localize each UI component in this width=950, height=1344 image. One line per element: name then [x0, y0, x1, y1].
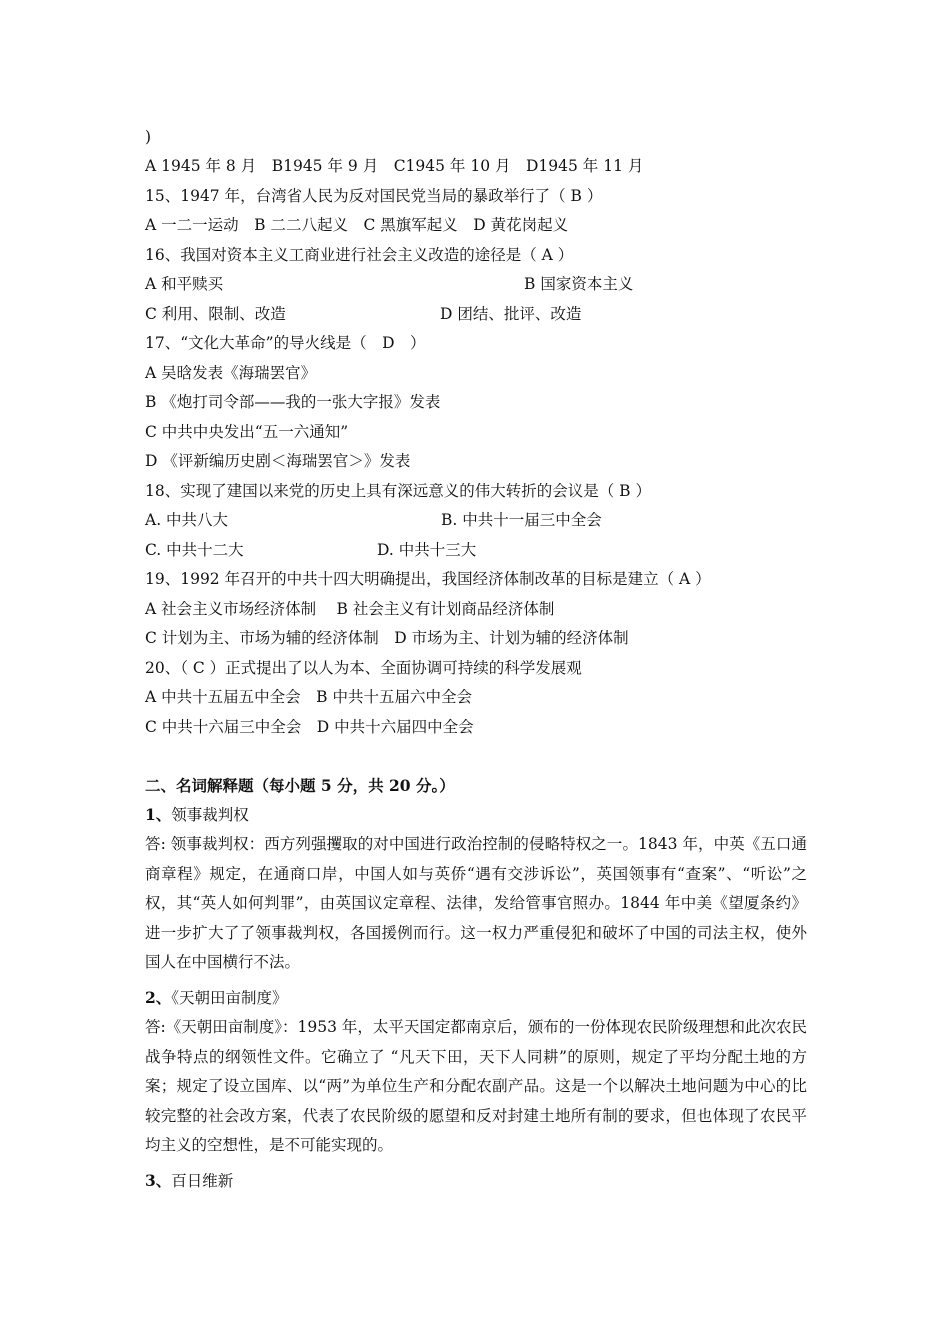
- q16-options-row2: [145, 304, 582, 324]
- q16-options-row1: [145, 274, 634, 294]
- q15-options: A 一二一运动 B 二二八起义 C 黑旗军起义 D 黄花岗起义: [145, 216, 569, 234]
- q17-option-b: B 《炮打司令部——我的一张大字报》发表: [145, 393, 441, 411]
- q19-options-row1: A 社会主义市场经济体制 B 社会主义有计划商品经济体制: [145, 600, 555, 618]
- term-3-number: 3、: [145, 1171, 172, 1190]
- q18-option-b: B. 中共十一届三中全会: [441, 511, 602, 529]
- term-1-number: 1、: [145, 805, 172, 824]
- q20-options-row2: C 中共十六届三中全会 D 中共十六届四中全会: [145, 718, 474, 736]
- q19-stem: 19、1992 年召开的中共十四大明确提出，我国经济体制改革的目标是建立（ A ）: [145, 570, 711, 588]
- q16-option-c: C 利用、限制、改造: [145, 305, 286, 323]
- q17-option-a: A 吴晗发表《海瑞罢官》: [145, 364, 317, 382]
- q14-options: A 1945 年 8 月 B1945 年 9 月 C1945 年 10 月 D1945 年 11 月: [145, 157, 644, 175]
- q17-stem: 17、“文化大革命”的导火线是（ D ）: [145, 334, 426, 352]
- q18-option-a: A. 中共八大: [145, 511, 229, 529]
- term-2-title: [145, 988, 288, 1008]
- term-2-answer: 答:《天朝田亩制度》：1953 年，太平天国定都南京后，颁布的一份体现农民阶级理想和此次农民战争特点的纲领性文件。它确立了 “凡天下田，天下人同耕”的原则，规定了平均分配土地的方案；规定了设立国库、以“两”为单位生产和分配农副产品。这是一个以解决土地问题为中心的比较完整的社会改方案，代表了农民阶级的愿望和反对封建土地所有制的要求，但也体现了农民平均主义的空想性，是不可能实现的。: [145, 1018, 807, 1154]
- q17-option-c: C 中共中央发出“五一六通知”: [145, 423, 349, 441]
- q20-options-row1: A 中共十五届五中全会 B 中共十五届六中全会: [145, 688, 472, 706]
- term-1-answer: 答: 领事裁判权：西方列强攫取的对中国进行政治控制的侵略特权之一。1843 年，中英《五口通商章程》规定，在通商口岸，中国人如与英侨“遇有交涉诉讼”，英国领事有“查案”、“听讼”之权，其“英人如何判罪”，由英国议定章程、法律，发给管事官照办。1844 年中美《望厦条约》进一步扩大了了领事裁判权，各国援例而行。这一权力严重侵犯和破坏了中国的司法主权，使外国人在中国横行不法。: [145, 835, 807, 971]
- q16-option-b: B 国家资本主义: [524, 275, 634, 293]
- section-heading: 二、名词解释题（每小题 5 分，共 20 分。）: [145, 776, 455, 795]
- q15-stem: 15、1947 年，台湾省人民为反对国民党当局的暴政举行了（ B ）: [145, 187, 603, 205]
- q16-option-a: A 和平赎买: [145, 275, 224, 293]
- term-2-name: 《天朝田亩制度》: [171, 989, 288, 1007]
- term-1-name: 领事裁判权: [171, 806, 249, 824]
- q16-stem: 16、我国对资本主义工商业进行社会主义改造的途径是（ A ）: [145, 246, 574, 264]
- q18-option-d: D. 中共十三大: [377, 541, 477, 559]
- q14-tail: ): [145, 128, 152, 146]
- term-3-name: 百日维新: [171, 1172, 234, 1190]
- q20-stem: 20、（ C ）正式提出了以人为本、全面协调可持续的科学发展观: [145, 659, 582, 677]
- term-3-title: [145, 1171, 233, 1191]
- q18-options-row1: [145, 510, 602, 530]
- q17-option-d: D 《评新编历史剧＜海瑞罢官＞》发表: [145, 452, 411, 470]
- q18-stem: 18、实现了建国以来党的历史上具有深远意义的伟大转折的会议是（ B ）: [145, 482, 651, 500]
- q16-option-d: D 团结、批评、改造: [440, 305, 582, 323]
- q18-option-c: C. 中共十二大: [145, 541, 244, 559]
- term-1-title: [145, 805, 249, 825]
- q19-options-row2: C 计划为主、市场为辅的经济体制 D 市场为主、计划为辅的经济体制: [145, 629, 629, 647]
- q18-options-row2: [145, 540, 477, 560]
- term-2-number: 2、: [145, 988, 172, 1007]
